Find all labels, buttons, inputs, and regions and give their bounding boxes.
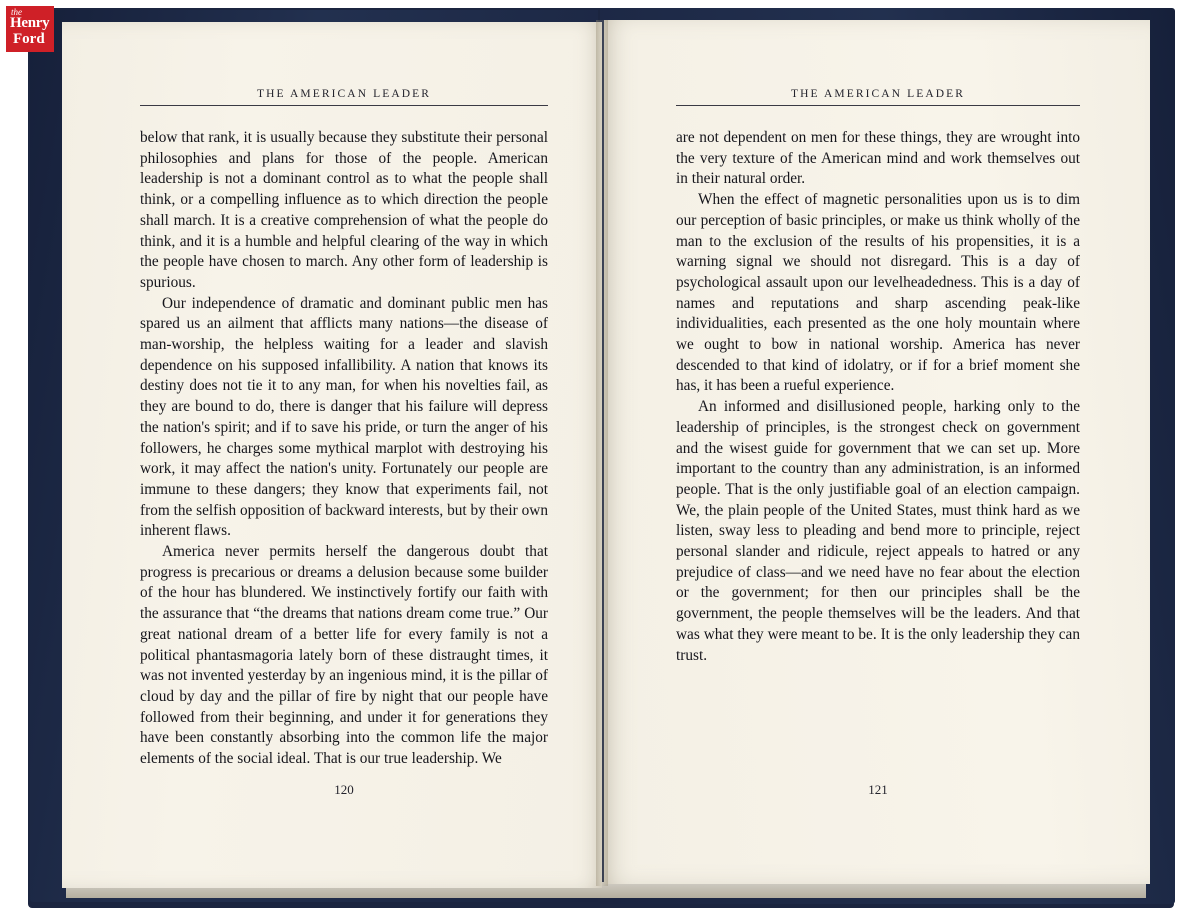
book-gutter (596, 20, 608, 886)
logo-line-ford: Ford (13, 31, 45, 47)
folio-right: 121 (868, 782, 888, 797)
logo-line-henry: Henry (10, 15, 50, 31)
paragraph: An informed and disillusioned people, harking only to the leadership of principles, is the strongest check on government and the wisest guide for government that we can set up. More important to the country than any administration, is an informed people. That is the only justifiable goal of an election campaign. We, the plain people of the United States, must think hard as we listen, sway less to pleading and bend more to principle, reject personal slander and ridicule, reject appeals to hatred or any prejudice of class—and we need have no fear about the election or the government; for then our principles shall be the government, the people themselves will be the leaders. And that was what they were meant to be. It is the only leadership they can trust. (676, 398, 1080, 664)
folio-left: 120 (334, 782, 354, 797)
paragraph: are not dependent on men for these things, they are wrought into the very texture of the American mind and work themselves out in their natural order. (676, 129, 1080, 188)
paragraph: below that rank, it is usually because they substitute their personal philosophies and plans for those of the people. American leadership is not a dominant control as to what the people shall think, or a compelling influence as to which direction the people shall march. It is a creative comprehension of what the people do think, and it is a humble and helpful clearing of the way in which the people have chosen to march. Any other form of leadership is spurious. (140, 129, 548, 291)
right-page-body (676, 128, 1080, 666)
paragraph: Our independence of dramatic and dominant public men has spared us an ailment that afflicts many nations—the disease of man-worship, the helpless waiting for a leader and slavish dependence on his supposed infallibility. A nation that knows its destiny does not tie it to any man, for when his novelties fail, as they are bound to do, there is danger that his failure will depress the nation's spirit; and if to save his pride, or turn the anger of his followers, he charges some mythical marplot with destroying his work, it may affect the nation's unity. Fortunately our people are immune to these dangers; they know that experiments fail, not from the selfish opposition of backward interests, but by their own inherent flaws. (140, 294, 548, 540)
left-page-textblock (140, 88, 548, 770)
left-page-body (140, 128, 548, 770)
logo-line-the: the (11, 7, 22, 17)
the-henry-ford-logo (6, 6, 54, 52)
running-head-left: THE AMERICAN LEADER (140, 88, 548, 106)
paragraph: America never permits herself the dangerous doubt that progress is precarious or dreams a delusion because some builder of the hour has blundered. We instinctively fortify our faith with the assurance that “the dreams that nations dream come true.” Our great national dream of a better life for every family is not a political phantasmagoria lately born of these distraught times, it was not invented yesterday by an ingenious mind, it is the pillar of cloud by day and the pillar of fire by night that our people have followed from their beginning, and under it for generations they have been constantly absorbing into the common life the major elements of the social ideal. That is our true leadership. We (140, 543, 548, 768)
paragraph: When the effect of magnetic personalities upon us is to dim our perception of basic principles, or make us think wholly of the man to the exclusion of the results of his propensities, it is a warning signal we should not disregard. This is a day of psychological assault upon our levelheadedness. This is a day of names and reputations and sharp ascending peak-like individualities, each presented as the one holy mountain where we ought to bow in national worship. America has never descended to that kind of idolatry, or if for a brief moment she has, it has been a rueful experience. (676, 191, 1080, 395)
running-head-right: THE AMERICAN LEADER (676, 88, 1080, 106)
right-page-textblock (676, 88, 1080, 666)
